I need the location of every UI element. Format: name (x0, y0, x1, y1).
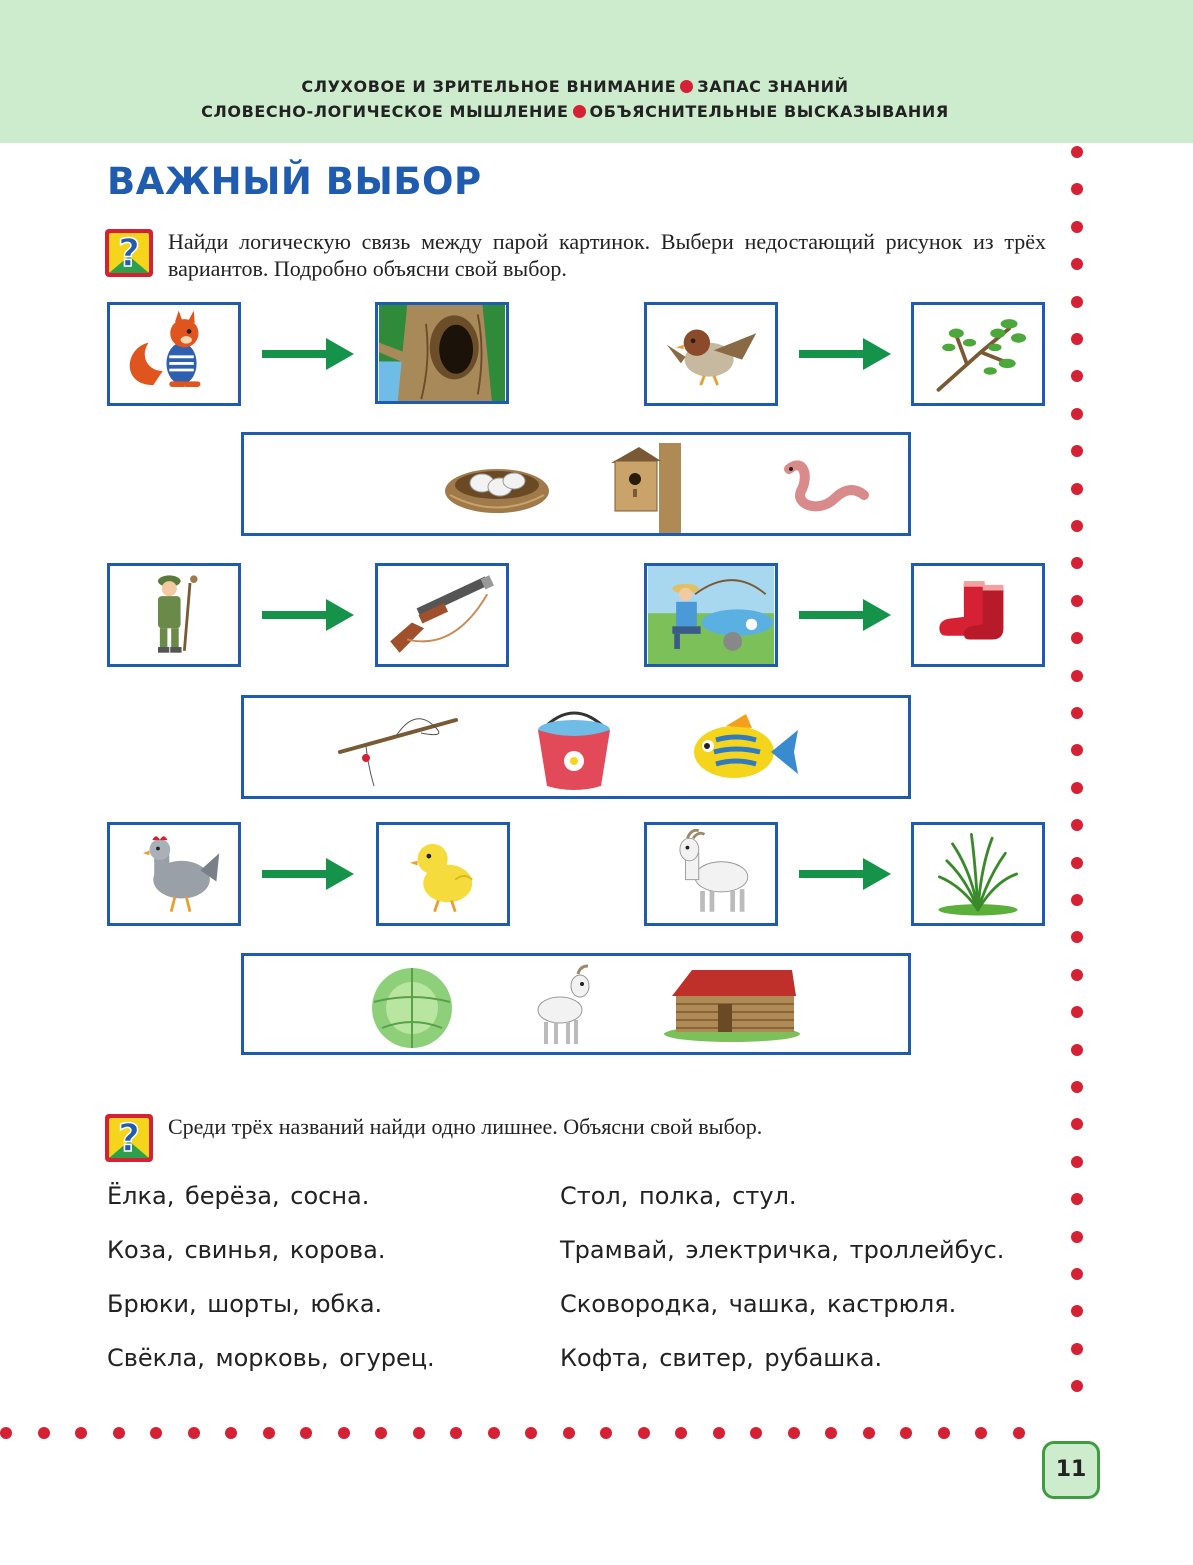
red-dot-icon (638, 1427, 650, 1439)
fish-icon[interactable] (686, 710, 801, 790)
red-dot-icon (1071, 1156, 1083, 1168)
word-group-left-4: Свёкла, морковь, огурец. (107, 1344, 435, 1372)
red-dot-icon (1071, 1118, 1083, 1130)
picture-fisherman (644, 563, 778, 667)
picture-grass (911, 822, 1045, 926)
red-dot-icon (525, 1427, 537, 1439)
svg-text:?: ? (117, 1116, 141, 1160)
red-dot-icon (1071, 969, 1083, 981)
red-dot-icon (788, 1427, 800, 1439)
red-dot-icon (450, 1427, 462, 1439)
red-dot-icon (1071, 221, 1083, 233)
red-dot-icon (1071, 1380, 1083, 1392)
cabbage-icon[interactable] (362, 962, 462, 1050)
red-dot-icon (113, 1427, 125, 1439)
bullet-dot-icon (680, 80, 693, 93)
red-dot-icon (1071, 857, 1083, 869)
red-dot-icon (1071, 296, 1083, 308)
red-dot-icon (1071, 1305, 1083, 1317)
picture-hunter (107, 563, 241, 667)
goat-kid-icon[interactable] (522, 962, 602, 1050)
red-dot-icon (488, 1427, 500, 1439)
arrow-right-icon (262, 337, 354, 371)
red-dot-icon (1071, 670, 1083, 682)
red-dot-icon (75, 1427, 87, 1439)
page-title: ВАЖНЫЙ ВЫБОР (107, 160, 482, 203)
question-icon (104, 228, 154, 278)
word-group-left-2: Коза, свинья, корова. (107, 1236, 386, 1264)
red-dot-icon (263, 1427, 275, 1439)
red-dot-icon (375, 1427, 387, 1439)
picture-squirrel (107, 302, 241, 406)
arrow-right-icon (262, 598, 354, 632)
barn-icon[interactable] (662, 964, 802, 1044)
fishing-rod-icon[interactable] (336, 712, 461, 792)
arrow-right-icon (799, 337, 891, 371)
arrow-right-icon (262, 857, 354, 891)
red-dot-icon (1071, 1193, 1083, 1205)
red-dot-icon (1071, 931, 1083, 943)
arrow-right-icon (799, 598, 891, 632)
red-dot-icon (1071, 370, 1083, 382)
hen-icon (110, 825, 238, 923)
red-dot-icon (1071, 183, 1083, 195)
red-dot-icon (1071, 744, 1083, 756)
red-dot-icon (825, 1427, 837, 1439)
red-dot-icon (675, 1427, 687, 1439)
red-dot-icon (900, 1427, 912, 1439)
nest-icon[interactable] (442, 455, 552, 515)
word-group-left-3: Брюки, шорты, юбка. (107, 1290, 383, 1318)
red-dot-icon (1071, 1268, 1083, 1280)
hunter-icon (110, 566, 238, 664)
birdhouse-icon[interactable] (609, 443, 689, 533)
picture-boots (911, 563, 1045, 667)
bullet-dot-icon (573, 105, 586, 118)
picture-hen (107, 822, 241, 926)
red-dot-icon (1071, 146, 1083, 158)
question-icon (104, 1113, 154, 1163)
word-group-right-3: Сковородка, чашка, кастрюля. (560, 1290, 957, 1318)
red-dot-icon (150, 1427, 162, 1439)
header-band (0, 0, 1193, 143)
red-dot-icon (1071, 1081, 1083, 1093)
picture-branch (911, 302, 1045, 406)
red-dot-icon (1071, 819, 1083, 831)
picture-gun (375, 563, 509, 667)
header-topic-3: СЛОВЕСНО-ЛОГИЧЕСКОЕ МЫШЛЕНИЕ (201, 102, 569, 121)
red-dot-icon (975, 1427, 987, 1439)
header-line-1 (0, 77, 1150, 96)
red-dot-icon (1071, 333, 1083, 345)
word-group-left-1: Ёлка, берёза, сосна. (107, 1182, 370, 1210)
task2-instruction: Среди трёх названий найди одно лишнее. Объясни свой выбор. (168, 1114, 763, 1139)
red-dot-icon (1071, 557, 1083, 569)
branch-icon (914, 305, 1042, 403)
red-dot-icon (1071, 595, 1083, 607)
red-dot-icon (1071, 1044, 1083, 1056)
worm-icon[interactable] (779, 457, 874, 517)
bucket-icon[interactable] (527, 706, 622, 794)
squirrel-icon (110, 305, 238, 403)
svg-text:?: ? (117, 231, 141, 275)
red-dot-icon (1071, 408, 1083, 420)
picture-goat (644, 822, 778, 926)
red-dot-icon (338, 1427, 350, 1439)
red-dot-icon (38, 1427, 50, 1439)
red-dot-icon (1071, 445, 1083, 457)
goat-icon (647, 825, 775, 923)
options-box-2 (241, 695, 911, 799)
task1-instruction: Найди логическую связь между парой картинок. Выбери недостающий рисунок из трёх вариантов. Подробно объясни свой выбор. (168, 229, 1046, 281)
word-group-right-1: Стол, полка, стул. (560, 1182, 797, 1210)
red-dot-icon (938, 1427, 950, 1439)
red-dot-icon (225, 1427, 237, 1439)
grass-icon (914, 825, 1042, 923)
picture-tree-hollow (375, 302, 509, 404)
fisherman-icon (647, 566, 775, 664)
red-dot-icon (300, 1427, 312, 1439)
red-dot-icon (750, 1427, 762, 1439)
gun-icon (378, 566, 506, 664)
red-dot-icon (1013, 1427, 1025, 1439)
red-dot-icon (1071, 1231, 1083, 1243)
red-dot-icon (1071, 258, 1083, 270)
red-dot-icon (1071, 782, 1083, 794)
red-dot-icon (1071, 632, 1083, 644)
red-dot-icon (1071, 1006, 1083, 1018)
chick-icon (379, 825, 507, 923)
header-topic-2: ЗАПАС ЗНАНИЙ (697, 77, 849, 96)
picture-chick (376, 822, 510, 926)
arrow-right-icon (799, 857, 891, 891)
red-dot-icon (1071, 894, 1083, 906)
red-dot-icon (563, 1427, 575, 1439)
red-dot-icon (1071, 707, 1083, 719)
red-dot-icon (713, 1427, 725, 1439)
sparrow-icon (647, 305, 775, 403)
word-group-right-2: Трамвай, электричка, троллейбус. (560, 1236, 1005, 1264)
header-topic-1: СЛУХОВОЕ И ЗРИТЕЛЬНОЕ ВНИМАНИЕ (301, 77, 677, 96)
red-dot-icon (863, 1427, 875, 1439)
red-dot-icon (1071, 520, 1083, 532)
header-line-2 (0, 102, 1150, 121)
page-number: 11 (1042, 1441, 1100, 1499)
red-dot-icon (0, 1427, 12, 1439)
tree-hollow-icon (378, 305, 506, 401)
options-box-1 (241, 432, 911, 536)
red-dot-icon (600, 1427, 612, 1439)
red-dot-icon (413, 1427, 425, 1439)
picture-sparrow (644, 302, 778, 406)
options-box-3 (241, 953, 911, 1055)
boots-icon (914, 566, 1042, 664)
word-group-right-4: Кофта, свитер, рубашка. (560, 1344, 883, 1372)
header-topic-4: ОБЪЯСНИТЕЛЬНЫЕ ВЫСКАЗЫВАНИЯ (589, 102, 949, 121)
red-dot-icon (1071, 483, 1083, 495)
red-dot-icon (1071, 1343, 1083, 1355)
red-dot-icon (188, 1427, 200, 1439)
